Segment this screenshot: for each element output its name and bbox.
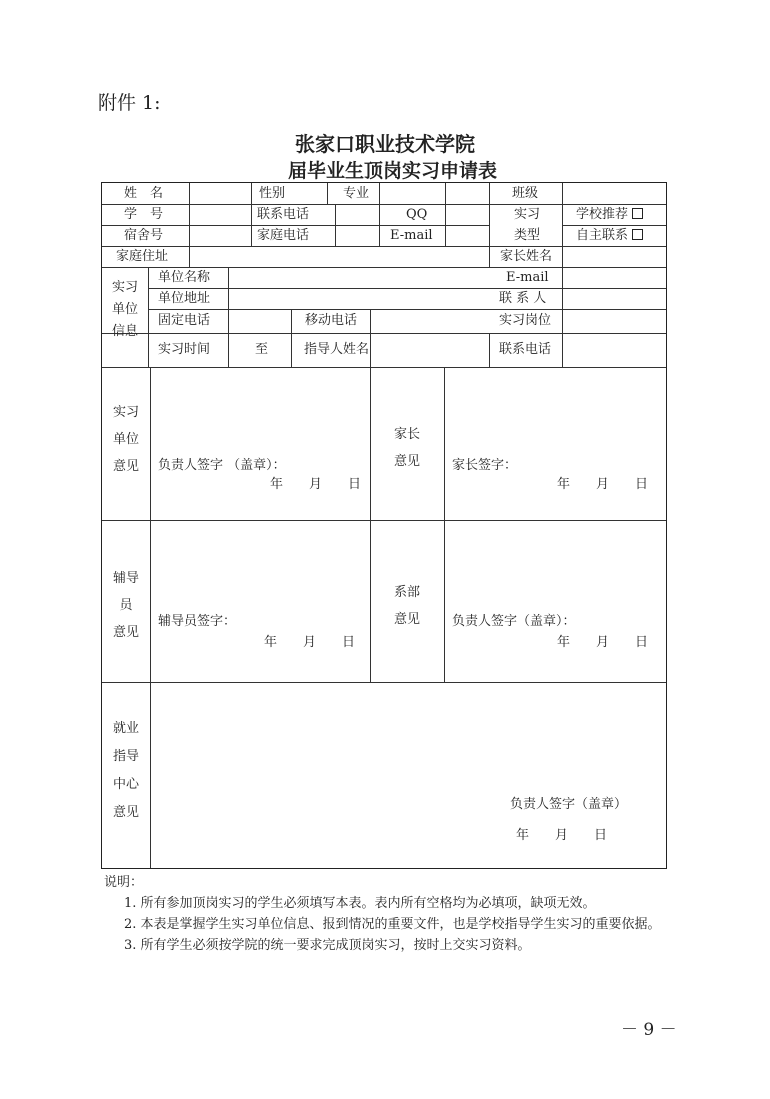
checkbox-icon[interactable]: [632, 229, 643, 240]
counselor-sign-label: 辅导员签字：: [158, 614, 237, 629]
col-line: [489, 333, 490, 367]
unit-contact-phone-label: 联系电话: [499, 342, 552, 357]
note-item: 2. 本表是掌握学生实习单位信息、报到情况的重要文件，也是学校指导学生实习的重要依据。: [124, 917, 661, 932]
contact-phone-label: 联系电话: [257, 207, 310, 222]
period-to-label: 至: [255, 342, 269, 357]
unit-name-label: 单位名称: [158, 270, 211, 285]
row-line: [102, 267, 666, 268]
col-line: [189, 246, 190, 267]
col-line: [291, 309, 292, 367]
row-line: [102, 682, 666, 683]
unit-email-label: E-mail: [506, 270, 549, 285]
unit-info-label: 实习 单位 信息: [111, 280, 138, 339]
counselor-opinion-label: 辅导 员 意见: [112, 571, 139, 640]
row-line: [102, 520, 666, 521]
unit-address-label: 单位地址: [158, 291, 211, 306]
notes-heading: 说明：: [104, 875, 144, 890]
unit-sign-label: 负责人签字 （盖章）：: [158, 458, 286, 473]
year-blank[interactable]: [228, 164, 286, 183]
parent-name-label: 家长姓名: [500, 249, 553, 264]
attachment-label: 附件 1:: [98, 92, 161, 114]
col-line: [562, 183, 563, 367]
gender-label: 性别: [259, 186, 286, 201]
col-line: [445, 183, 446, 246]
col-line: [370, 367, 371, 682]
position-label: 实习岗位: [499, 313, 552, 328]
dept-opinion-label: 系部 意见: [393, 585, 420, 627]
notes-section: [104, 872, 684, 956]
parent-date: 年 月 日: [557, 477, 649, 492]
counselor-date: 年 月 日: [264, 635, 356, 650]
col-line: [370, 309, 371, 367]
email-label: E-mail: [390, 228, 433, 243]
row-line: [148, 288, 666, 289]
class-label: 班级: [512, 186, 539, 201]
unit-opinion-label: 实习 单位 意见: [112, 405, 139, 474]
student-no-label: 学 号: [124, 207, 164, 222]
form-title: [228, 156, 497, 183]
center-opinion-label: 就业 指导 中心 意见: [112, 721, 139, 820]
period-label: 实习时间: [158, 342, 211, 357]
row-line: [102, 225, 489, 226]
col-line: [489, 183, 490, 267]
internship-type-label: 实习: [514, 207, 541, 222]
row-line: [148, 309, 666, 310]
home-address-label: 家庭住址: [116, 249, 169, 264]
mobile-label: 移动电话: [305, 313, 358, 328]
unit-date: 年 月 日: [270, 477, 362, 492]
self-contact-label: 自主联系: [576, 228, 629, 243]
note-item: 1. 所有参加顶岗实习的学生必须填写本表。表内所有空格均为必填项，缺项无效。: [124, 896, 596, 911]
row-line: [562, 225, 666, 226]
parent-sign-label: 家长签字：: [452, 458, 518, 473]
col-line: [228, 267, 229, 367]
dept-sign-label: 负责人签字（盖章）：: [452, 614, 576, 629]
page-number: － 9 －: [621, 1020, 677, 1040]
school-title: 张家口职业技术学院: [295, 132, 475, 156]
parent-opinion-label: 家长 意见: [393, 427, 420, 469]
col-line: [444, 367, 445, 682]
col-line: [148, 267, 149, 367]
major-label: 专业: [343, 186, 370, 201]
fixed-phone-label: 固定电话: [158, 313, 211, 328]
form-title-text: 届毕业生顶岗实习申请表: [288, 160, 498, 182]
row-line: [102, 246, 666, 247]
center-date: 年 月 日: [516, 828, 608, 843]
col-line: [189, 183, 190, 246]
school-recommend-option[interactable]: [576, 207, 643, 223]
mentor-label: 指导人姓名: [304, 342, 370, 357]
application-form-table: [101, 182, 667, 869]
contact-person-label: 联 系 人: [499, 291, 547, 306]
col-line: [379, 183, 380, 246]
note-item: 3. 所有学生必须按学院的统一要求完成顶岗实习，按时上交实习资料。: [124, 938, 531, 953]
checkbox-icon[interactable]: [632, 208, 643, 219]
self-contact-option[interactable]: [576, 228, 643, 244]
name-label: 姓 名: [124, 186, 164, 201]
school-recommend-label: 学校推荐: [576, 207, 629, 222]
center-sign-label: 负责人签字（盖章）: [510, 797, 628, 812]
row-line: [102, 333, 666, 334]
col-line: [327, 183, 328, 204]
col-line: [150, 367, 151, 868]
col-line: [335, 204, 336, 246]
dept-date: 年 月 日: [557, 635, 649, 650]
row-line: [102, 367, 666, 368]
col-line: [251, 183, 252, 246]
dorm-label: 宿舍号: [124, 228, 164, 243]
row-line: [102, 204, 666, 205]
home-phone-label: 家庭电话: [257, 228, 310, 243]
qq-label: QQ: [406, 207, 428, 222]
type-label: 类型: [514, 228, 541, 243]
